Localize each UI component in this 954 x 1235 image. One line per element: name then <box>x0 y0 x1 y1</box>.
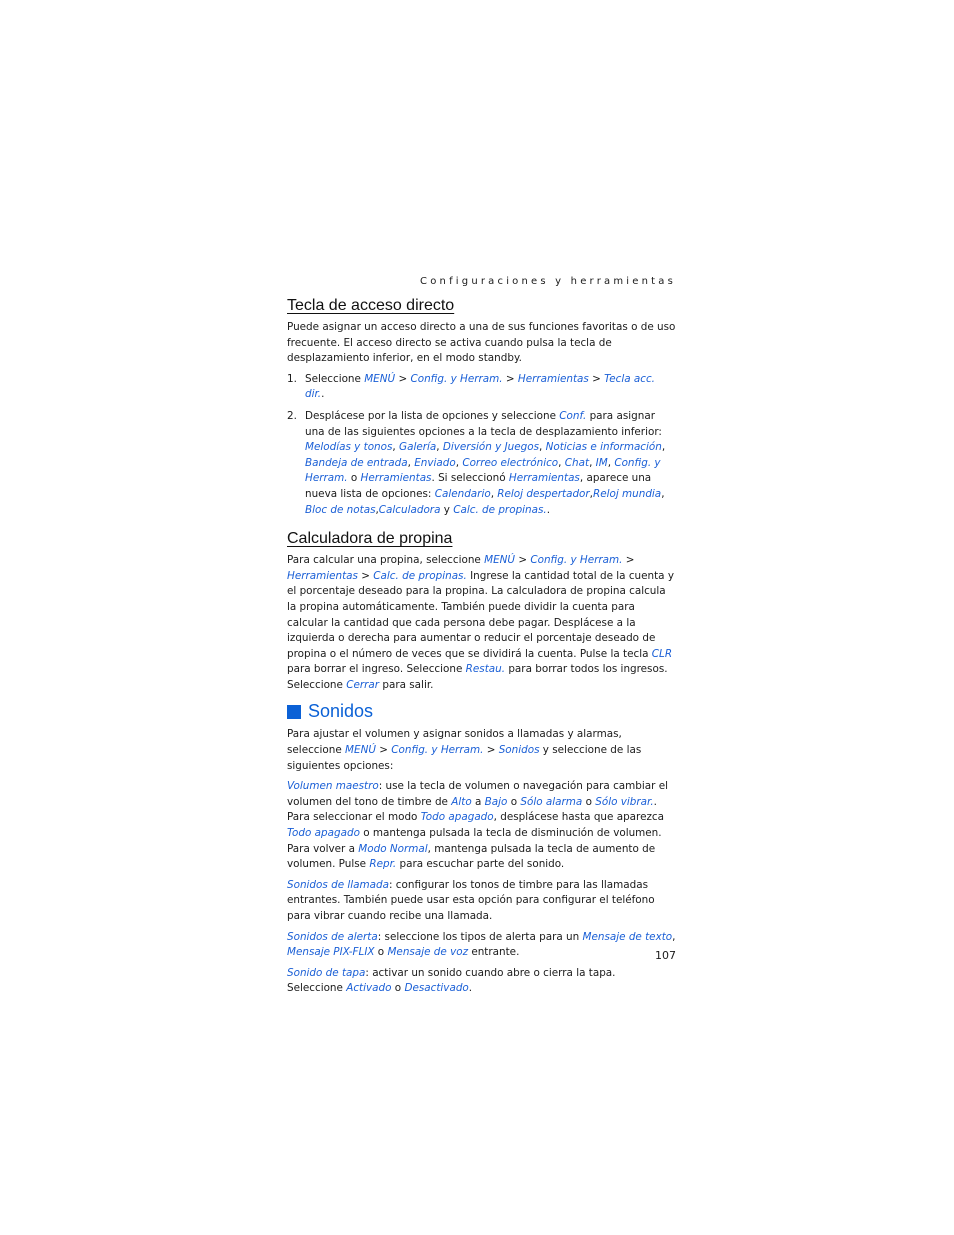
propina-paragraph: Para calcular una propina, seleccione MENÚ > Config. y Herram. > Herramientas > Calc. de propinas. Ingrese la cantidad total de la cuenta y el porcentaje deseado para la propina. La calculadora de propina calcula la propina automáticamente. También puede dividir la cuenta para calcular la cantidad que cada persona debe pagar. Desplácese a la izquierda o derecha para aumentar o reducir el porcentaje deseado de propina o el número de veces que se dividirá la cuenta. Pulse la tecla CLR para borrar el ingreso. Seleccione Restau. para borrar todos los ingresos. Seleccione Cerrar para salir. <box>287 554 675 691</box>
link-reloj-mundia[interactable]: Reloj mundia <box>592 487 662 500</box>
page-body <box>287 0 676 1235</box>
sonidos-llamada-paragraph: Sonidos de llamada: configurar los tonos de timbre para las llamadas entrantes. También puede usar esta opción para configurar el teléfono para vibrar cuando recibe una llamada. <box>287 878 655 922</box>
link-noticias[interactable]: Noticias e información <box>545 441 662 454</box>
link-bandeja[interactable]: Bandeja de entrada <box>305 456 408 469</box>
link-config-herram[interactable]: Config. y Herram. <box>410 372 503 385</box>
option-desactivado[interactable]: Desactivado <box>404 982 469 995</box>
link-chat[interactable]: Chat <box>564 456 590 469</box>
key-clr[interactable]: CLR <box>651 647 673 660</box>
link-herramientas[interactable]: Herramientas <box>360 472 432 485</box>
link-repr[interactable]: Repr. <box>369 858 397 871</box>
link-bloc-notas[interactable]: Bloc de notas <box>305 503 376 516</box>
link-calculadora[interactable]: Calculadora <box>378 503 441 516</box>
running-header: Configuraciones y herramientas <box>420 276 676 287</box>
link-cerrar[interactable]: Cerrar <box>346 678 380 691</box>
term-sonidos-llamada[interactable]: Sonidos de llamada <box>287 878 389 891</box>
link-menu[interactable]: MENÚ <box>484 554 516 567</box>
link-calc-propinas[interactable]: Calc. de propinas. <box>453 503 547 516</box>
option-mensaje-texto[interactable]: Mensaje de texto <box>582 930 673 943</box>
link-enviado[interactable]: Enviado <box>414 456 456 469</box>
link-melodias[interactable]: Melodías y tonos <box>305 441 393 454</box>
link-tecla-acc-dir[interactable]: Tecla acc. dir. <box>305 372 655 401</box>
option-modo-normal[interactable]: Modo Normal <box>358 842 428 855</box>
link-config-herram[interactable]: Config. y Herram. <box>530 554 623 567</box>
heading-sonidos: Sonidos <box>287 701 676 722</box>
tecla-steps <box>287 372 676 518</box>
term-sonidos-alerta[interactable]: Sonidos de alerta <box>287 930 378 943</box>
option-solo-alarma[interactable]: Sólo alarma <box>520 795 583 808</box>
link-restau[interactable]: Restau. <box>465 663 506 676</box>
sonido-tapa-paragraph: Sonido de tapa: activar un sonido cuando abre o cierra la tapa. Seleccione Activado o Desactivado. <box>287 966 616 995</box>
sonidos-intro: Para ajustar el volumen y asignar sonidos a llamadas y alarmas, seleccione MENÚ > Config. y Herram. > Sonidos y seleccione de las siguientes opciones: <box>287 728 642 772</box>
option-todo-apagado[interactable]: Todo apagado <box>287 827 360 840</box>
link-galeria[interactable]: Galería <box>399 441 437 454</box>
link-sonidos[interactable]: Sonidos <box>498 744 540 757</box>
link-menu[interactable]: MENÚ <box>345 744 376 757</box>
option-activado[interactable]: Activado <box>346 982 392 995</box>
link-diversion[interactable]: Diversión y Juegos <box>442 441 539 454</box>
link-herramientas[interactable]: Herramientas <box>508 472 580 485</box>
link-calc-propinas[interactable]: Calc. de propinas. <box>373 569 467 582</box>
sonidos-alerta-paragraph: Sonidos de alerta: seleccione los tipos de alerta para un Mensaje de texto, Mensaje PIX-FLIX o Mensaje de voz entrante. <box>287 930 676 959</box>
volumen-maestro-paragraph: Volumen maestro: use la tecla de volumen o navegación para cambiar el volumen del tono de timbre de Alto a Bajo o Sólo alarma o Sólo vibrar.. Para seleccionar el modo Todo apagado, desplácese hasta que aparezca Todo apagado o mantenga pulsada la tecla de disminución de volumen. Para volver a Modo Normal, mantenga pulsada la tecla de aumento de volumen. Pulse Repr. para escuchar parte del sonido. <box>287 780 668 871</box>
option-alto[interactable]: Alto <box>451 795 472 808</box>
step-1: 1. Seleccione MENÚ > Config. y Herram. > Herramientas > Tecla acc. dir.. <box>287 372 655 401</box>
link-correo[interactable]: Correo electrónico <box>462 456 559 469</box>
link-config-herram[interactable]: Config. y Herram. <box>391 744 484 757</box>
term-sonido-tapa[interactable]: Sonido de tapa <box>287 966 366 979</box>
heading-calculadora-propina: Calculadora de propina <box>287 530 453 548</box>
page-number: 107 <box>655 949 676 962</box>
step-number: 1. <box>287 372 297 385</box>
step-number: 2. <box>287 409 297 422</box>
link-reloj-despertador[interactable]: Reloj despertador <box>497 487 590 500</box>
link-herramientas[interactable]: Herramientas <box>287 569 358 582</box>
link-conf[interactable]: Conf. <box>559 409 587 422</box>
term-volumen-maestro[interactable]: Volumen maestro <box>287 780 379 793</box>
option-mensaje-pix-flix[interactable]: Mensaje PIX-FLIX <box>287 946 375 959</box>
option-todo-apagado[interactable]: Todo apagado <box>420 811 494 824</box>
option-bajo[interactable]: Bajo <box>484 795 508 808</box>
link-config-herram[interactable]: Config. y Herram. <box>305 456 661 485</box>
link-calendario[interactable]: Calendario <box>434 487 491 500</box>
option-solo-vibrar[interactable]: Sólo vibrar. <box>595 795 654 808</box>
heading-tecla-acceso-directo: Tecla de acceso directo <box>287 297 455 314</box>
step-2: 2. Desplácese por la lista de opciones y seleccione Conf. para asignar una de las siguientes opciones a la tecla de desplazamiento inferior: Melodías y tonos, Galería, Diversión y Juegos, Noticias e información, Bandeja de entrada, Enviado, Correo electrónico, Chat, IM, Config. y Herram. o Herramientas. Si seleccionó Herramientas, aparece una nueva lista de opciones: Calendario, Reloj despertador,Reloj mundia, Bloc de notas,Calculadora y Calc. de propinas.. <box>287 409 666 516</box>
link-menu[interactable]: MENÚ <box>364 372 396 385</box>
link-im[interactable]: IM <box>595 456 608 469</box>
content <box>287 297 676 997</box>
link-herramientas[interactable]: Herramientas <box>517 372 589 385</box>
tecla-intro: Puede asignar un acceso directo a una de sus funciones favoritas o de uso frecuente. El acceso directo se activa cuando pulsa la tecla de desplazamiento inferior, en el modo standby. <box>287 321 676 365</box>
option-mensaje-voz[interactable]: Mensaje de voz <box>387 946 469 959</box>
blue-square-icon <box>287 705 301 719</box>
